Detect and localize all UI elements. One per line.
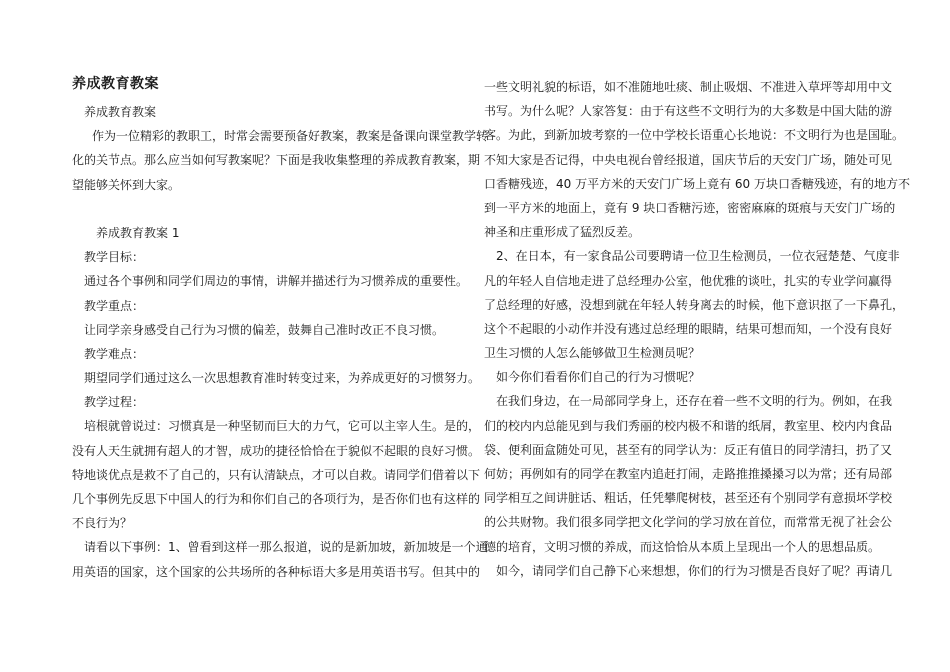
right-column-line: 神圣和庄重形成了猛烈反差。 [484, 225, 641, 240]
right-column-line: 口香糖残迹，40 万平方米的天安门广场上竟有 60 万块口香糖残迹，有的地方不 [484, 176, 910, 191]
right-column-line: 了总经理的好感，没想到就在年轻人转身离去的时候，他下意识抠了一下鼻孔， [484, 297, 905, 312]
right-column-line: 的公共财物。我们很多同学把文化学问的学习放在首位，而常常无视了社会公 [484, 515, 893, 530]
left-column-line: 望能够关怀到大家。 [72, 177, 181, 192]
right-column-line: 到一平方米的地面上，竟有 9 块口香糖污迹，密密麻麻的斑痕与天安门广场的 [484, 200, 896, 215]
left-column-line: 养成教育教案 [84, 105, 157, 119]
left-column-line: 通过各个事例和同学们周边的事情，讲解并描述行为习惯养成的重要性。 [84, 274, 469, 289]
right-column-line: 如今你们看看你们自己的行为习惯呢？ [496, 370, 701, 385]
left-column-line: 化的关节点。那么应当如何写教案呢？下面是我收集整理的养成教育教案，期 [72, 153, 481, 168]
right-column-line: 同学相互之间讲脏话、粗话，任凭攀爬树枝，甚至还有个别同学有意损坏学校 [484, 491, 893, 506]
right-column-line: 一些文明礼貌的标语，如不准随地吐痰、制止吸烟、不准进入草坪等却用中文 [484, 80, 893, 94]
right-column-line: 袋、便利面盒随处可见，甚至有的同学认为：反正有值日的同学清扫，扔了又 [484, 442, 893, 457]
left-column-line: 培根就曾说过：习惯真是一种坚韧而巨大的力气，它可以主宰人生。是的， [84, 419, 481, 434]
left-column-line: 期望同学们通过这么一次思想教育准时转变过来，为养成更好的习惯努力。 [84, 371, 481, 386]
left-column-line: 教学难点： [84, 346, 145, 361]
left-column-line: 用英语的国家，这个国家的公共场所的各种标语大多是用英语书写。但其中的 [72, 564, 481, 579]
left-column-line: 教学重点： [84, 298, 145, 313]
right-column-line: 们的校内内总能见到与我们秀丽的校内极不和谐的纸屑，教室里、校内内食品 [484, 418, 893, 433]
document-title: 养成教育教案 [72, 76, 159, 92]
right-column-line: 书写。为什么呢？人家答复：由于有这些不文明行为的大多数是中国大陆的游 [484, 104, 893, 119]
right-column-line: 在我们身边，在一局部同学身上，还存在着一些不文明的行为。例如，在我 [496, 394, 893, 409]
right-column-line: 客。为此，到新加坡考察的一位中学校长语重心长地说：不文明行为也是国耻。 [484, 128, 905, 143]
left-column-line: 让同学亲身感受自己行为习惯的偏差，鼓舞自己准时改正不良习惯。 [84, 322, 445, 337]
right-column-line: 这个不起眼的小动作并没有逃过总经理的眼睛，结果可想而知，一个没有良好 [484, 321, 893, 336]
right-column-line: 何妨；再例如有的同学在教室内追赶打闹，走路推推搡搡习以为常；还有局部 [484, 467, 893, 481]
left-column-line [72, 197, 472, 221]
left-column-line: 养成教育教案 1 [96, 225, 180, 240]
left-column-line: 特地谈优点是救不了自己的，只有认清缺点，才可以自救。请同学们借着以下 [72, 467, 481, 482]
right-column-line: 2、在日本，有一家食品公司要聘请一位卫生检测员，一位衣冠楚楚、气度非 [496, 249, 900, 264]
left-column-line: 请看以下事例：1、曾看到这样一那么报道，说的是新加坡，新加坡是一个通 [84, 540, 488, 555]
right-column-line: 不知大家是否记得，中央电视台曾经报道，国庆节后的天安门广场，随处可见 [484, 152, 893, 167]
left-column-line: 教学过程： [84, 395, 145, 410]
right-column-line: 德的培育，文明习惯的养成，而这恰恰从本质上呈现出一个人的思想品质。 [484, 539, 881, 554]
left-column-line: 作为一位精彩的教职工，时常会需要预备好教案，教案是备课向课堂教学转 [92, 129, 489, 144]
right-column [484, 75, 910, 583]
right-column-line: 如今，请同学们自己静下心来想想，你们的行为习惯是否良好了呢？再请几 [496, 563, 893, 578]
right-column-line: 卫生习惯的人怎么能够做卫生检测员呢？ [484, 346, 701, 361]
left-column-line: 教学目标： [84, 250, 145, 265]
left-column-line: 没有人天生就拥有超人的才智，成功的捷径恰恰在于貌似不起眼的良好习惯。 [72, 443, 481, 458]
left-column [72, 100, 489, 584]
left-column-line: 几个事例先反思下中国人的行为和你们自己的各项行为，是否你们也有这样的 [72, 492, 481, 506]
right-column-line: 凡的年轻人自信地走进了总经理办公室，他优雅的谈吐，扎实的专业学问赢得 [484, 273, 893, 288]
left-column-line: 不良行为？ [72, 516, 133, 531]
